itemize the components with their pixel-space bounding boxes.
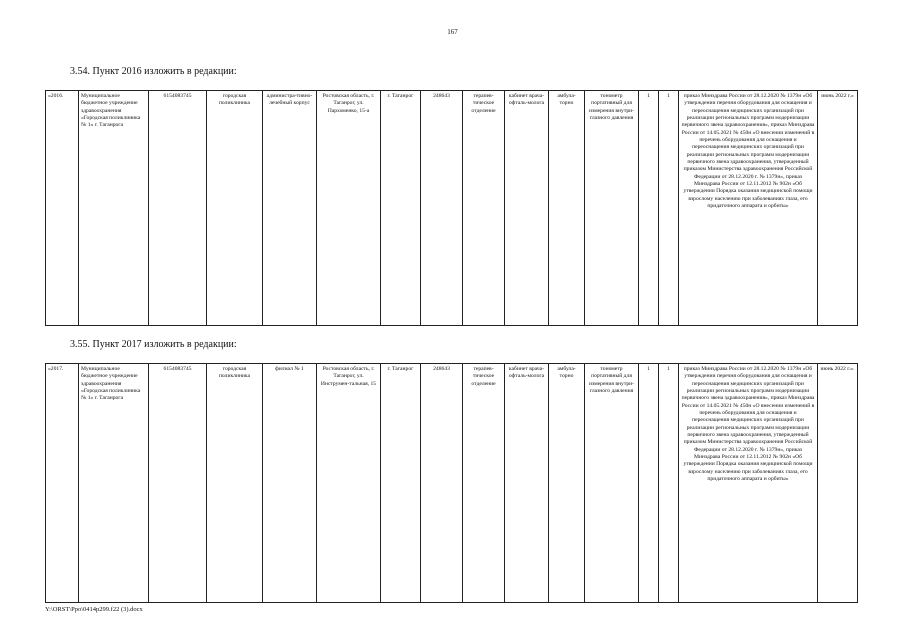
department: терапев-тическое отделение: [463, 91, 505, 326]
room: кабинет врача-офталь-молога: [505, 364, 549, 603]
room: кабинет врача-офталь-молога: [505, 91, 549, 326]
building-name: администра-тивно-лечебный корпус: [263, 91, 317, 326]
amendment-table-2017: [45, 363, 858, 603]
amendment-table-2016: [45, 90, 858, 326]
address: Ростовская область, г. Таганрог, ул. Пархоменко, 15-а: [317, 91, 381, 326]
care-condition: амбула-торно: [549, 364, 585, 603]
row-number: «2016.: [46, 91, 79, 326]
quantity-2: 1: [659, 91, 679, 326]
section-heading-3-54: 3.54. Пункт 2016 изложить в редакции:: [70, 66, 237, 77]
zip-code: 248643: [421, 364, 463, 603]
equipment: тонометр портативный для измерения внутри-глазного давления: [585, 364, 639, 603]
city: г. Таганрог: [381, 91, 421, 326]
delivery-date: июнь 2022 г.».: [818, 364, 858, 603]
facility-type: городская поликлиника: [207, 364, 263, 603]
row-number: «2017.: [46, 364, 79, 603]
facility-type: городская поликлиника: [207, 91, 263, 326]
quantity-1: 1: [639, 364, 659, 603]
quantity-2: 1: [659, 364, 679, 603]
address: Ростовская область, г. Таганрог, ул. Инструмен-тальная, 15: [317, 364, 381, 603]
delivery-date: июнь 2022 г.»: [818, 91, 858, 326]
quantity-1: 1: [639, 91, 659, 326]
section-heading-3-55: 3.55. Пункт 2017 изложить в редакции:: [70, 339, 237, 350]
equipment: тонометр портативный для измерения внутри-глазного давления: [585, 91, 639, 326]
building-name: филиал № 1: [263, 364, 317, 603]
footer-file-path: Y:\ORST\Ppo\0414p299.f22 (3).docx: [45, 606, 143, 613]
legal-basis: приказ Минздрава России от 28.12.2020 № 1379н «Об утверждении перечня оборудования для оснащения и переоснащения медицинских организаций при реализации региональных программ модернизации первичного звена здравоохранения», приказ Минздрава России от 14.05.2021 № 450н «О внесении изменений в перечень оборудования для оснащения и переоснащения медицинских организаций при реализации региональных программ модернизации первичного звена здравоохранения, утвержденный приказом Министерства здравоохранения Российской Федерации от 28.12.2020 г. № 1379н», приказ Минздрава России от 12.11.2012 № 902н «Об утверждении Порядка оказания медицинской помощи взрослому населению при заболеваниях глаза, его придаточного аппарата и орбиты»: [679, 91, 818, 326]
table-row: [46, 91, 858, 326]
organization-code: 6154083745: [149, 364, 207, 603]
city: г. Таганрог: [381, 364, 421, 603]
organization-code: 6154083745: [149, 91, 207, 326]
legal-basis: приказ Минздрава России от 28.12.2020 № 1379н «Об утверждении перечня оборудования для оснащения и переоснащения медицинских организаций при реализации региональных программ модернизации первичного звена здравоохранения», приказ Минздрава России от 14.05.2021 № 450н «О внесении изменений в перечень оборудования для оснащения и переоснащения медицинских организаций при реализации региональных программ модернизации первичного звена здравоохранения, утвержденный приказом Министерства здравоохранения Российской Федерации от 28.12.2020 г. № 1379н», приказ Минздрава России от 12.11.2012 № 902н «Об утверждении Порядка оказания медицинской помощи взрослому населению при заболеваниях глаза, его придаточного аппарата и орбиты»: [679, 364, 818, 603]
organization-name: Муниципальное бюджетное учреждение здравоохранения «Городская поликлиника № 1» г. Таганрога: [79, 91, 149, 326]
table-row: [46, 364, 858, 603]
care-condition: амбула-торно: [549, 91, 585, 326]
zip-code: 248643: [421, 91, 463, 326]
page-number: 167: [447, 28, 458, 36]
department: терапев-тическое отделение: [463, 364, 505, 603]
organization-name: Муниципальное бюджетное учреждение здравоохранения «Городская поликлиника № 1» г. Таганрога: [79, 364, 149, 603]
